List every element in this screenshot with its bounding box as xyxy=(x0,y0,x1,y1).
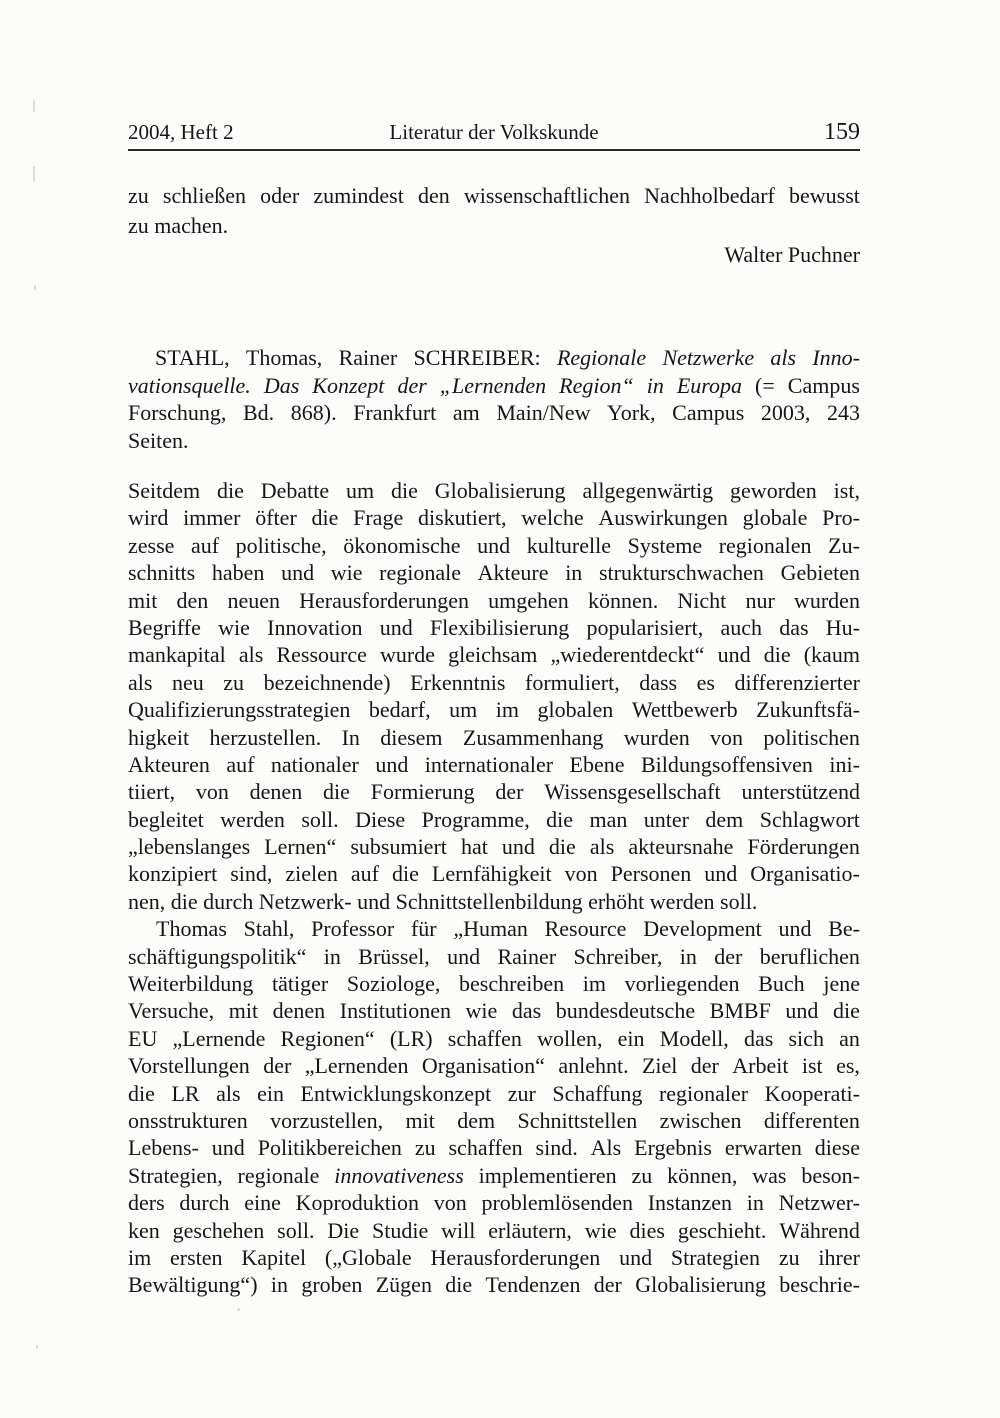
text-line: Begriffe wie Innovation und Flexibilisierung popularisiert, auch das Hu- xyxy=(128,614,860,640)
text-line: higkeit herzustellen. In diesem Zusammenhang wurden von politischen xyxy=(128,724,860,750)
text-line: Versuche, mit denen Institutionen wie das bundesdeutsche BMBF und die xyxy=(128,998,860,1024)
text-line: vationsquelle. Das Konzept der „Lernenden Region“ in Europa (= Campus xyxy=(128,372,860,398)
text-line: mit den neuen Herausforderungen umgehen können. Nicht nur wurden xyxy=(128,587,860,613)
text-line: im ersten Kapitel („Globale Herausforderungen und Strategien zu ihrer xyxy=(128,1244,860,1270)
scan-artifact xyxy=(33,166,35,182)
running-head xyxy=(128,119,860,145)
text-line: zesse auf politische, ökonomische und kulturelle Systeme regionalen Zu- xyxy=(128,532,860,558)
text-line: STAHL, Thomas, Rainer SCHREIBER: Regionale Netzwerke als Inno- xyxy=(155,345,860,370)
scan-artifact xyxy=(33,100,35,112)
text-line: Vorstellungen der „Lernenden Organisation“ anlehnt. Ziel der Arbeit ist es, xyxy=(128,1053,860,1079)
text-line: ders durch eine Koproduktion von problemlösenden Instanzen in Netzwer- xyxy=(128,1190,860,1216)
text-line: die LR als ein Entwicklungskonzept zur Schaffung regionaler Kooperati- xyxy=(128,1080,860,1106)
text-line: schäftigungspolitik“ in Brüssel, und Rainer Schreiber, in der beruflichen xyxy=(128,943,860,969)
page-number: 159 xyxy=(824,119,860,145)
text-line: EU „Lernende Regionen“ (LR) schaffen wollen, ein Modell, das sich an xyxy=(128,1025,860,1051)
review-paragraph-1 xyxy=(128,477,860,915)
journal-title: Literatur der Volkskunde xyxy=(389,120,599,144)
review-body xyxy=(128,477,860,1299)
text-line: wird immer öfter die Frage diskutiert, welche Auswirkungen globale Pro- xyxy=(128,505,860,531)
text-line: „lebenslanges Lernen“ subsumiert hat und die als akteursnahe Förderungen xyxy=(128,834,860,860)
scan-artifact xyxy=(36,1345,38,1349)
text-line: ken geschehen soll. Die Studie will erläutern, wie dies geschieht. Während xyxy=(128,1217,860,1243)
text-line: Thomas Stahl, Professor für „Human Resource Development und Be- xyxy=(156,916,860,942)
text-line: Lebens- und Politikbereichen zu schaffen sind. Als Ergebnis erwarten diese xyxy=(128,1135,860,1161)
text-line: Strategien, regionale innovativeness implementieren zu können, was beson- xyxy=(128,1162,860,1188)
text-line: Seiten. xyxy=(128,427,189,453)
text-line: onsstrukturen vorzustellen, mit dem Schnittstellen zwischen differenten xyxy=(128,1107,860,1133)
text-line: konzipiert sind, zielen auf die Lernfähigkeit von Personen und Organisatio- xyxy=(128,861,860,887)
text-line: zu machen. xyxy=(128,213,229,238)
text-line: tiiert, von denen die Formierung der Wissensgesellschaft unterstützend xyxy=(128,779,860,805)
text-line: schnitts haben und wie regionale Akteure in strukturschwachen Gebieten xyxy=(128,560,860,586)
text-line: nen, die durch Netzwerk- und Schnittstellenbildung erhöht werden soll. xyxy=(128,888,758,914)
issue-label: 2004, Heft 2 xyxy=(128,120,234,144)
text-line: Weiterbildung tätiger Soziologe, beschreiben im vorliegenden Buch jene xyxy=(128,971,860,997)
scan-artifact xyxy=(34,285,36,290)
header-rule xyxy=(128,149,860,151)
text-line: Bewältigung“) in groben Zügen die Tendenzen der Globalisierung beschrie- xyxy=(128,1272,860,1298)
text-line: Forschung, Bd. 868). Frankfurt am Main/New York, Campus 2003, 243 xyxy=(128,400,860,425)
text-line: Qualifizierungsstrategien bedarf, um im globalen Wettbewerb Zukunftsfä- xyxy=(128,697,860,723)
book-citation xyxy=(128,344,860,454)
text-line: begleitet werden soll. Diese Programme, die man unter dem Schlagwort xyxy=(128,806,860,832)
review-paragraph-2 xyxy=(128,915,860,1298)
text-line: Seitdem die Debatte um die Globalisierung allgegenwärtig geworden ist, xyxy=(128,478,860,503)
text-line: Akteuren auf nationaler und internationaler Ebene Bildungsoffensiven ini- xyxy=(128,751,860,777)
text-line: mankapital als Ressource wurde gleichsam „wiederentdeckt“ und die (kaum xyxy=(128,642,860,668)
reviewer-signature: Walter Puchner xyxy=(724,242,860,267)
text-line: zu schließen oder zumindest den wissenschaftlichen Nachholbedarf bewusst xyxy=(128,183,860,208)
text-line: als neu zu bezeichnende) Erkenntnis formuliert, dass es differenzierter xyxy=(128,669,860,695)
scan-artifact xyxy=(237,1308,240,1311)
previous-review-ending xyxy=(128,181,860,241)
